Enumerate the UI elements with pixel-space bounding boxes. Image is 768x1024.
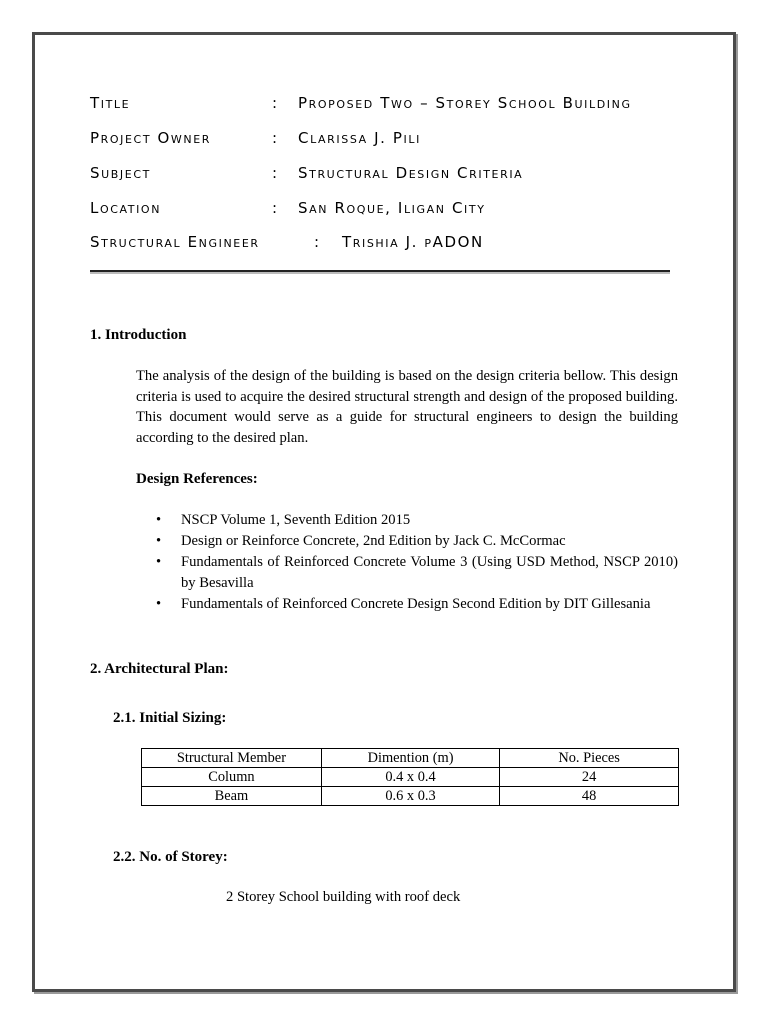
- title-label: Title: [90, 94, 131, 112]
- owner-value: Clarissa J. Pili: [298, 129, 421, 147]
- list-item: [136, 531, 678, 552]
- subject-colon: :: [272, 164, 279, 182]
- column-header: Dimention (m): [321, 749, 499, 768]
- bullet-icon: •: [156, 533, 162, 549]
- table-cell: 0.6 x 0.3: [321, 787, 499, 806]
- engineer-label: Structural Engineer: [90, 233, 260, 251]
- subsection-heading-initial-sizing: 2.1. Initial Sizing:: [113, 710, 227, 726]
- table-cell: Column: [142, 768, 322, 787]
- reference-text: Fundamentals of Reinforced Concrete Design Second Edition by DIT Gillesania: [181, 596, 651, 612]
- design-references-list: [136, 510, 678, 615]
- initial-sizing-table: [141, 748, 679, 806]
- table-row: [142, 787, 679, 806]
- subject-value: Structural Design Criteria: [298, 164, 524, 182]
- list-item: [136, 594, 678, 615]
- bullet-icon: •: [156, 554, 162, 570]
- owner-label: Project Owner: [90, 129, 212, 147]
- section-heading-introduction: 1. Introduction: [90, 327, 187, 343]
- title-colon: :: [272, 94, 279, 112]
- engineer-value: Trishia J. pADON: [342, 233, 484, 251]
- section-heading-architectural-plan: 2. Architectural Plan:: [90, 661, 229, 677]
- engineer-colon: :: [314, 233, 321, 251]
- subject-label: Subject: [90, 164, 151, 182]
- table-cell: 24: [500, 768, 679, 787]
- table-cell: 0.4 x 0.4: [321, 768, 499, 787]
- column-header: Structural Member: [142, 749, 322, 768]
- location-label: Location: [90, 199, 162, 217]
- subsection-heading-no-of-storey: 2.2. No. of Storey:: [113, 849, 228, 865]
- reference-text: Design or Reinforce Concrete, 2nd Edition by Jack C. McCormac: [181, 533, 566, 549]
- list-item: [136, 552, 678, 594]
- header-divider: [90, 270, 670, 272]
- storey-description: 2 Storey School building with roof deck: [226, 889, 461, 905]
- location-value: San Roque, Iligan City: [298, 199, 486, 217]
- title-value: Proposed Two – Storey School Building: [298, 94, 632, 112]
- reference-text: Fundamentals of Reinforced Concrete Volume 3 (Using USD Method, NSCP 2010) by Besavilla: [181, 554, 678, 591]
- bullet-icon: •: [156, 596, 162, 612]
- owner-colon: :: [272, 129, 279, 147]
- introduction-paragraph: The analysis of the design of the building is based on the design criteria bellow. This design criteria is used to acquire the desired structural strength and design of the proposed building. This document would serve as a guide for structural engineers to design the building according to the desired plan.: [136, 368, 678, 446]
- table-row: [142, 768, 679, 787]
- bullet-icon: •: [156, 512, 162, 528]
- table-cell: 48: [500, 787, 679, 806]
- list-item: [136, 510, 678, 531]
- column-header: No. Pieces: [500, 749, 679, 768]
- table-cell: Beam: [142, 787, 322, 806]
- design-references-heading: Design References:: [136, 471, 258, 487]
- table-header-row: [142, 749, 679, 768]
- reference-text: NSCP Volume 1, Seventh Edition 2015: [181, 512, 411, 528]
- location-colon: :: [272, 199, 279, 217]
